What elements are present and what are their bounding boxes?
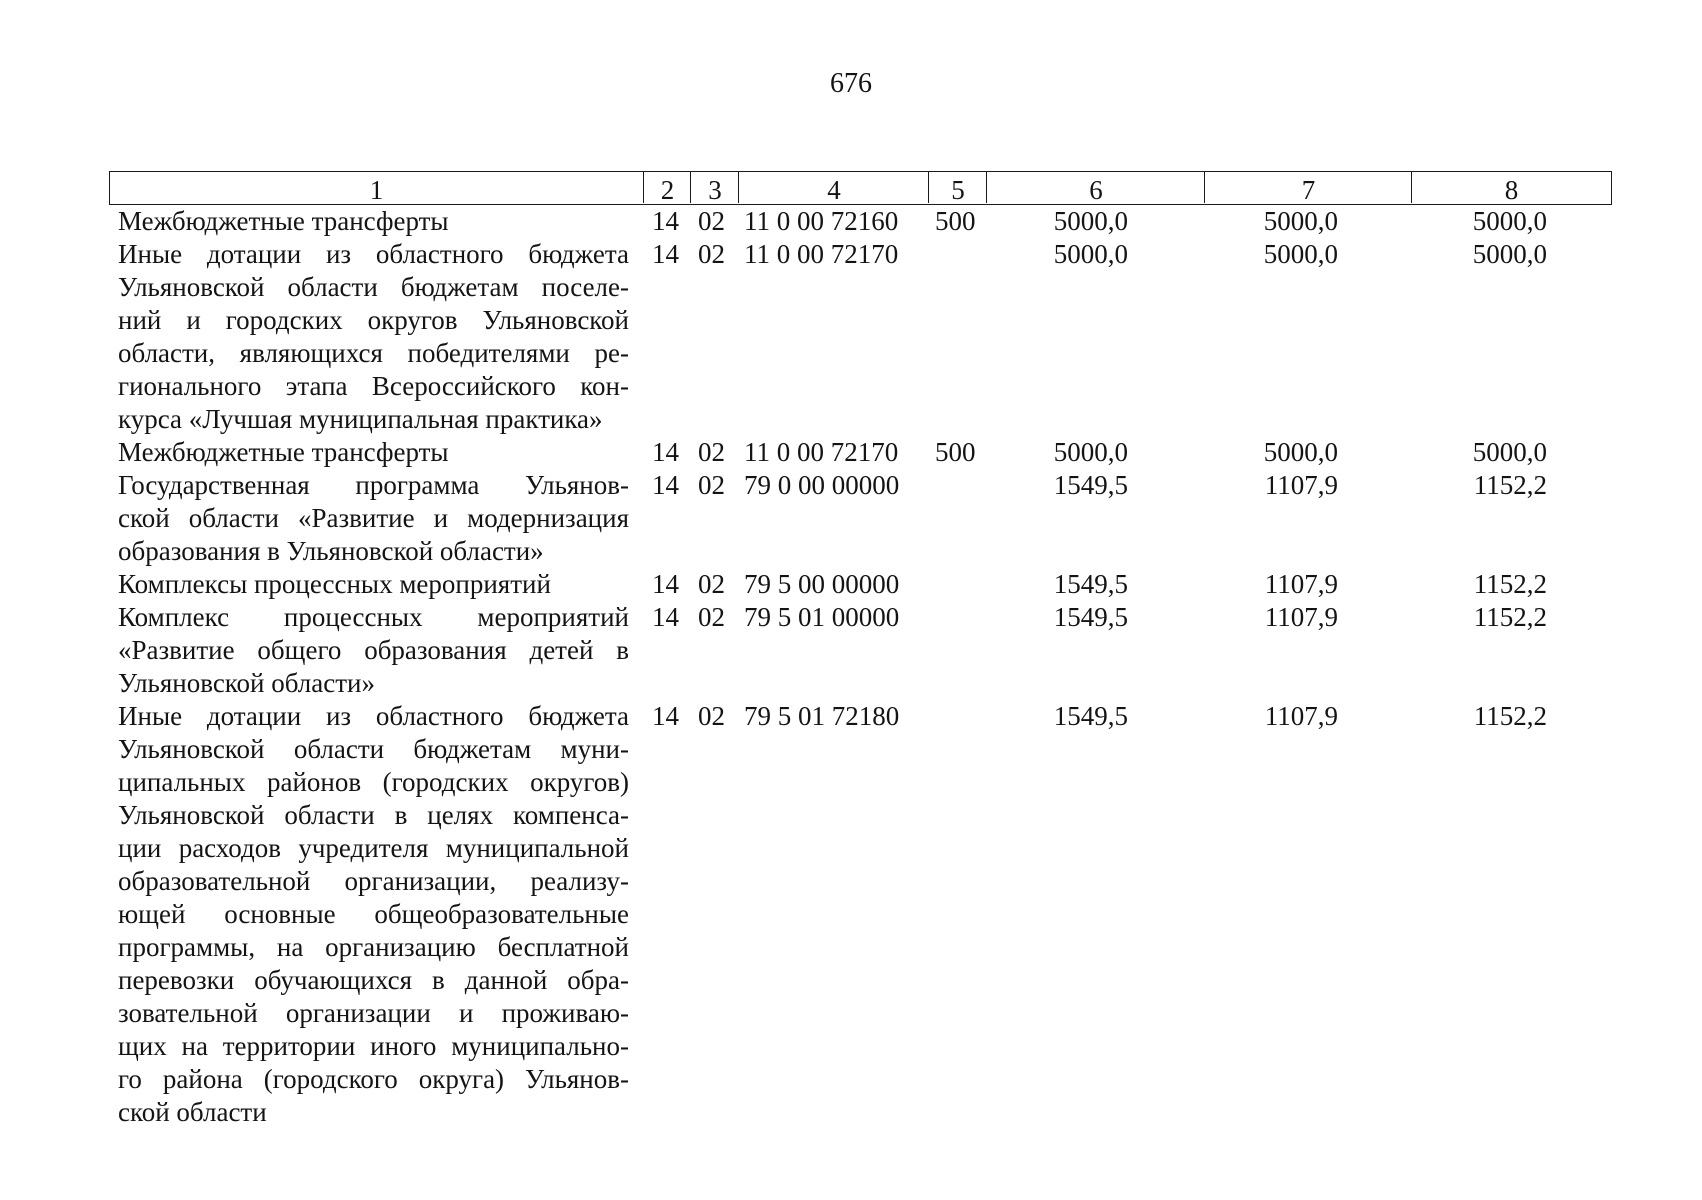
header-divider [1204, 172, 1205, 203]
row-col-8: 5000,0 [1472, 239, 1547, 269]
description-line: Комплексы процессных мероприятий [118, 569, 551, 599]
description-line: ципальных районов (городских округов) [118, 767, 629, 797]
row-col-8: 1152,2 [1473, 470, 1547, 500]
header-divider [643, 172, 644, 203]
row-col-6: 5000,0 [1053, 437, 1128, 467]
description-line: Иные дотации из областного бюджета [118, 239, 629, 269]
row-col-2: 14 [652, 701, 679, 731]
description-line: ции расходов учредителя муниципальной [118, 833, 629, 863]
row-col-7: 5000,0 [1263, 239, 1338, 269]
description-line: ний и городских округов Ульяновской [118, 305, 629, 335]
row-col-7: 1107,9 [1264, 470, 1338, 500]
row-col-6: 5000,0 [1053, 239, 1128, 269]
header-divider [928, 172, 929, 203]
row-col-3: 02 [698, 206, 725, 236]
row-col-6: 1549,5 [1053, 602, 1128, 632]
row-description [118, 568, 629, 601]
header-col-8: 8 [1504, 175, 1519, 205]
description-line: перевозки обучающихся в данной обра- [118, 965, 629, 995]
description-line: Государственная программа Ульянов- [118, 470, 629, 500]
row-col-7: 1107,9 [1264, 602, 1338, 632]
row-col-6: 1549,5 [1053, 470, 1128, 500]
row-col-4: 79 5 01 72180 [744, 701, 900, 731]
header-col-6: 6 [1089, 175, 1103, 205]
header-col-4: 4 [827, 175, 841, 205]
row-description [118, 700, 629, 1129]
description-line: «Развитие общего образования детей в [118, 635, 629, 665]
row-col-8: 5000,0 [1472, 437, 1547, 467]
header-divider [738, 172, 739, 203]
header-col-2: 2 [660, 175, 675, 205]
header-col-3: 3 [708, 175, 722, 205]
header-col-5: 5 [951, 175, 965, 205]
description-line: зовательной организации и проживаю- [118, 998, 629, 1028]
description-line: Ульяновской области бюджетам муни- [118, 734, 629, 764]
row-col-4: 11 0 00 72160 [744, 206, 899, 236]
description-line: Межбюджетные трансферты [118, 437, 449, 467]
header-col-7: 7 [1301, 175, 1316, 205]
row-col-4: 79 5 01 00000 [744, 602, 900, 632]
row-description [118, 205, 629, 238]
description-line: образовательной организации, реализу- [118, 866, 629, 896]
description-line: образования в Ульяновской области» [118, 536, 544, 566]
description-line: курса «Лучшая муниципальная практика» [118, 404, 603, 434]
row-col-8: 1152,2 [1473, 602, 1547, 632]
row-col-2: 14 [652, 239, 679, 269]
description-line: ющей основные общеобразовательные [118, 899, 629, 929]
description-line: Ульяновской области» [118, 668, 376, 698]
description-line: щих на территории иного муниципально- [118, 1031, 629, 1061]
row-col-4: 79 0 00 00000 [744, 470, 900, 500]
description-line: гионального этапа Всероссийского кон- [118, 371, 629, 401]
row-col-7: 5000,0 [1263, 206, 1338, 236]
row-description [118, 601, 629, 700]
description-line: Межбюджетные трансферты [118, 206, 449, 236]
row-col-3: 02 [698, 239, 725, 269]
row-description [118, 469, 629, 568]
row-col-4: 79 5 00 00000 [744, 569, 900, 599]
description-line: Комплекс процессных мероприятий [118, 602, 629, 632]
row-col-2: 14 [652, 437, 679, 467]
description-line: Ульяновской области бюджетам поселе- [118, 272, 629, 302]
description-line: Ульяновской области в целях компенса- [118, 800, 629, 830]
row-description [118, 436, 629, 469]
row-col-8: 1152,2 [1473, 569, 1547, 599]
row-col-7: 1107,9 [1264, 569, 1338, 599]
row-col-8: 5000,0 [1472, 206, 1547, 236]
row-col-3: 02 [698, 437, 725, 467]
row-col-4: 11 0 00 72170 [744, 239, 899, 269]
description-line: Иные дотации из областного бюджета [118, 701, 629, 731]
header-divider [986, 172, 987, 203]
description-line: программы, на организацию бесплатной [118, 932, 629, 962]
row-col-3: 02 [698, 569, 725, 599]
row-col-5: 500 [935, 206, 976, 236]
header-divider [1411, 172, 1412, 203]
description-line: ской области «Развитие и модернизация [118, 503, 629, 533]
row-col-7: 1107,9 [1264, 701, 1338, 731]
row-col-2: 14 [652, 206, 679, 236]
header-divider [690, 172, 691, 203]
row-col-4: 11 0 00 72170 [744, 437, 899, 467]
row-col-2: 14 [652, 602, 679, 632]
row-description [118, 238, 629, 436]
description-line: го района (городского округа) Ульянов- [118, 1064, 629, 1094]
row-col-6: 1549,5 [1053, 569, 1128, 599]
row-col-3: 02 [698, 602, 725, 632]
row-col-7: 5000,0 [1263, 437, 1338, 467]
header-col-1: 1 [369, 175, 384, 205]
row-col-6: 1549,5 [1053, 701, 1128, 731]
row-col-5: 500 [935, 437, 976, 467]
description-line: ской области [118, 1097, 267, 1127]
row-col-8: 1152,2 [1473, 701, 1547, 731]
description-line: области, являющихся победителями ре- [118, 338, 629, 368]
row-col-2: 14 [652, 569, 679, 599]
table-header-row [109, 171, 1612, 205]
row-col-6: 5000,0 [1053, 206, 1128, 236]
page-number: 676 [830, 68, 872, 99]
row-col-2: 14 [652, 470, 679, 500]
row-col-3: 02 [698, 701, 725, 731]
row-col-3: 02 [698, 470, 725, 500]
